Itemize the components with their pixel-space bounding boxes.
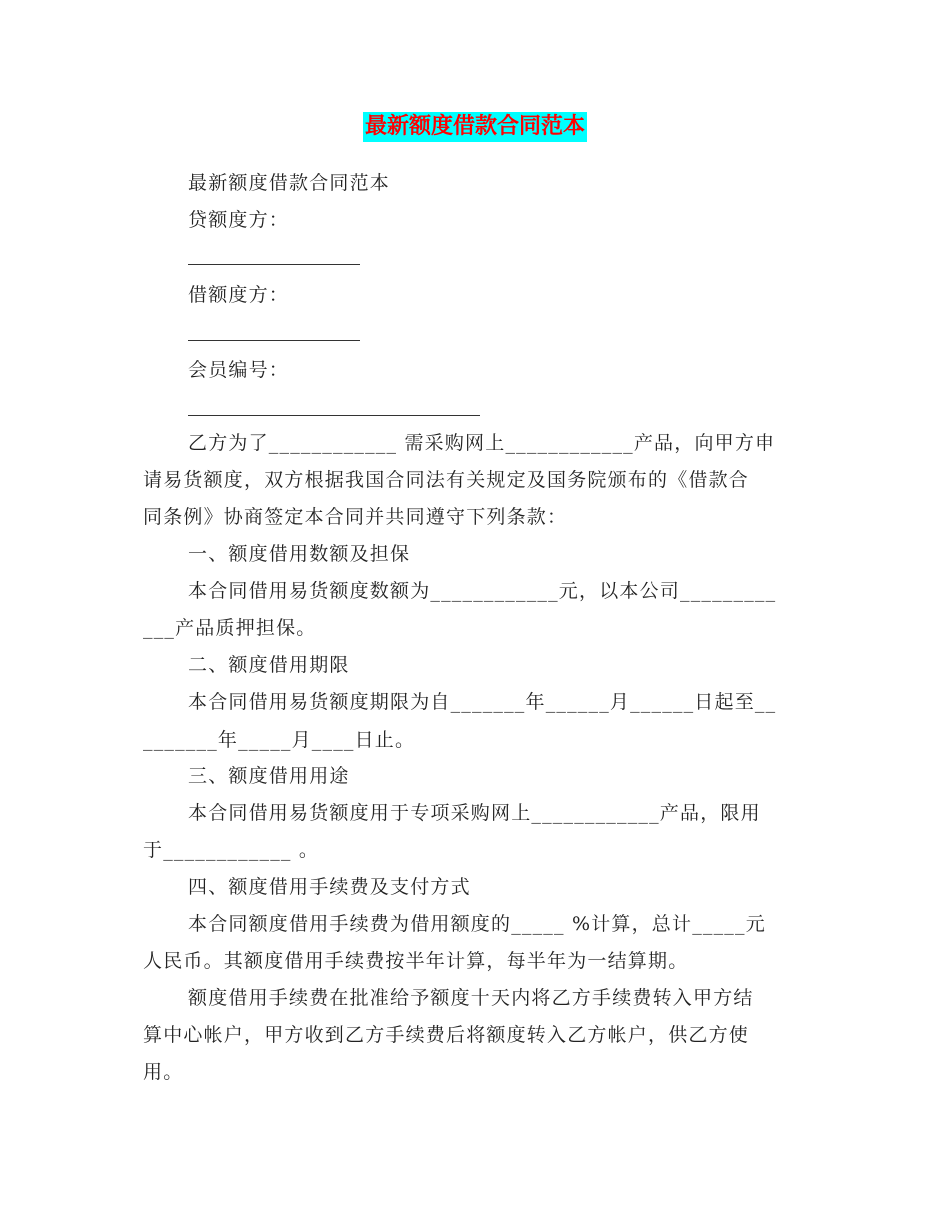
intro-line-3: 同条例》协商签定本合同并共同遵守下列条款：	[143, 506, 568, 528]
section4-para2-line-2: 算中心帐户，甲方收到乙方手续费后将额度转入乙方帐户，供乙方使	[143, 1024, 750, 1046]
section4-line-2: 人民币。其额度借用手续费按半年计算，每半年为一结算期。	[143, 950, 689, 972]
borrower-blank-line	[188, 340, 360, 341]
section3-line-2: 于____________ 。	[143, 839, 320, 861]
section4-para2-line-1: 额度借用手续费在批准给予额度十天内将乙方手续费转入甲方结	[188, 987, 754, 1009]
document-title: 最新额度借款合同范本	[363, 112, 587, 142]
section1-line-1: 本合同借用易货额度数额为____________元，以本公司_________	[188, 580, 777, 602]
section1-heading: 一、额度借用数额及担保	[188, 543, 411, 565]
title-wrap	[0, 112, 950, 142]
section4-line-1: 本合同额度借用手续费为借用额度的_____ %计算，总计_____元	[188, 913, 766, 935]
section2-line-1: 本合同借用易货额度期限为自_______年______月______日起至__	[188, 691, 777, 713]
section2-line-2: _______年_____月____日止。	[143, 729, 416, 751]
intro-line-1: 乙方为了____________ 需采购网上____________产品，向甲方申	[188, 432, 776, 454]
member-label: 会员编号：	[188, 359, 290, 381]
borrower-label: 借额度方：	[188, 284, 290, 306]
section2-heading: 二、额度借用期限	[188, 654, 350, 676]
section1-line-2: ___产品质押担保。	[143, 617, 317, 639]
member-blank-line	[188, 415, 480, 416]
subtitle: 最新额度借款合同范本	[188, 172, 391, 194]
section3-line-1: 本合同借用易货额度用于专项采购网上____________产品，限用	[188, 802, 761, 824]
lender-label: 贷额度方：	[188, 209, 290, 231]
intro-line-2: 请易货额度，双方根据我国合同法有关规定及国务院颁布的《借款合	[143, 469, 750, 491]
section4-para2-line-3: 用。	[143, 1061, 184, 1083]
section3-heading: 三、额度借用用途	[188, 765, 350, 787]
lender-blank-line	[188, 264, 360, 265]
section4-heading: 四、额度借用手续费及支付方式	[188, 876, 471, 898]
